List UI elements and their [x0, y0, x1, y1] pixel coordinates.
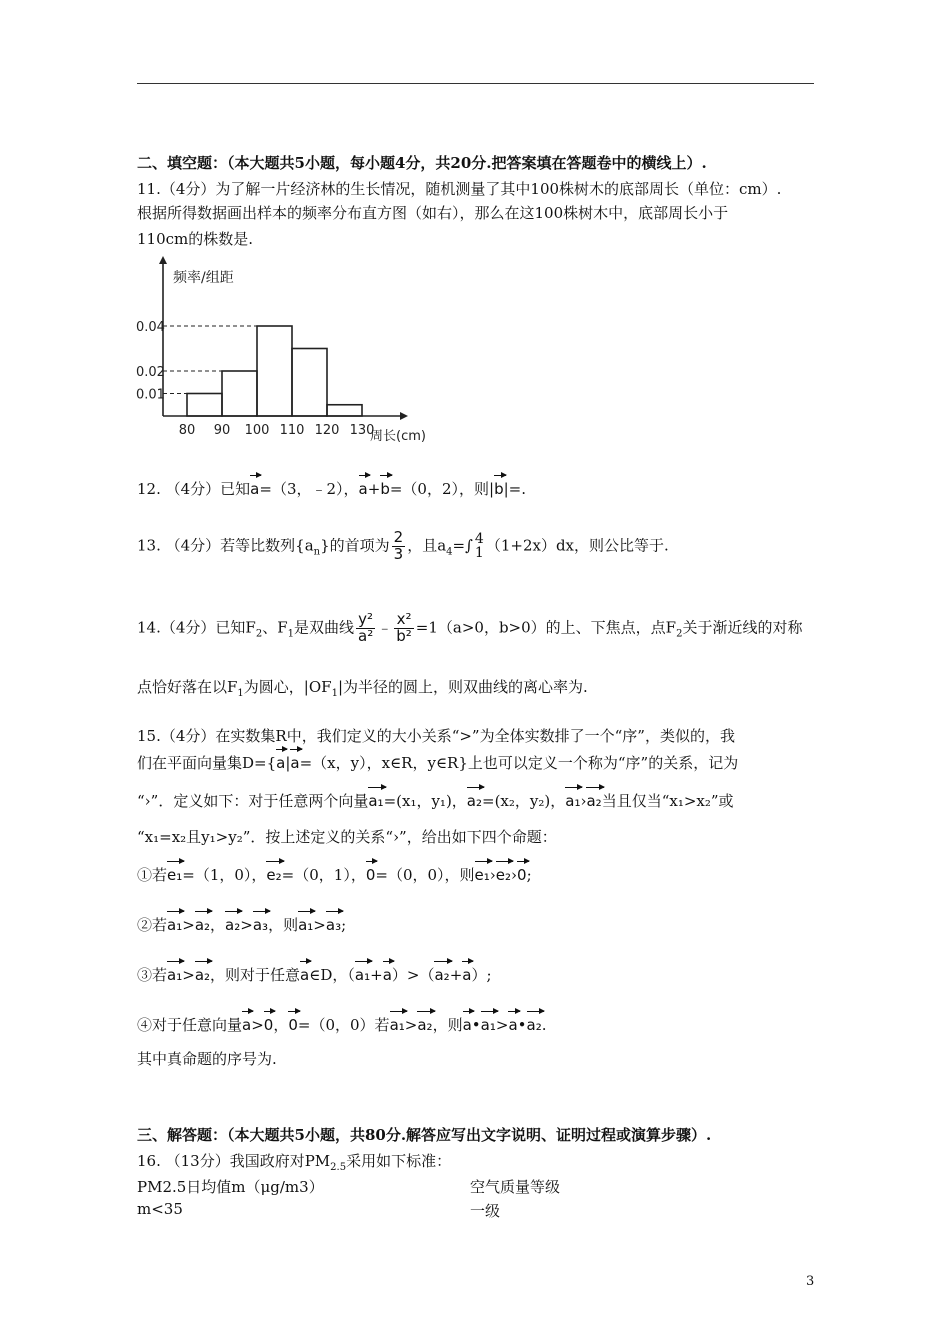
- text: 采用如下标准：: [346, 1152, 452, 1170]
- integral-upper: 4: [474, 531, 484, 548]
- text: >: [251, 1016, 264, 1034]
- histogram-bar-110-120: [292, 349, 327, 417]
- order-symbol: ›: [511, 866, 518, 884]
- zero-vector: 0: [365, 866, 376, 884]
- order-symbol: ›: [580, 792, 587, 810]
- text: ）;: [471, 966, 492, 984]
- table-header-quality-level: 空气质量等级: [470, 1178, 561, 1196]
- x-axis-arrow: [400, 412, 408, 420]
- text: >: [240, 916, 253, 934]
- q11-line-3: 110cm的株数是.: [137, 230, 254, 248]
- q13: [137, 530, 669, 563]
- text: ，则: [432, 1016, 463, 1034]
- vector-e1: e₁: [474, 866, 490, 884]
- q12-text-5: |=.: [503, 480, 526, 498]
- q14-text-5: 关于渐近线的对称: [682, 618, 803, 637]
- header-rule: [137, 83, 814, 84]
- text: +: [449, 966, 463, 984]
- q13-sub-n: n: [313, 546, 321, 558]
- text: >: [182, 916, 195, 934]
- vector-a: a: [358, 480, 368, 498]
- q12-text-1: 12. （4分）已知: [137, 480, 251, 498]
- text: =（0，1），: [281, 866, 366, 884]
- fraction-y2-a2: [356, 612, 375, 645]
- x-axis-label: 周长(cm): [370, 429, 426, 444]
- y-tick-label: 0.01: [136, 387, 165, 403]
- integral-limits: [475, 532, 484, 560]
- q11-line-2: 根据所得数据画出样本的频率分布直方图（如右），那么在这100株树木中，底部周长小于: [137, 204, 729, 222]
- text: 16. （13分）我国政府对PM: [137, 1152, 331, 1170]
- subscript: 2.5: [330, 1162, 347, 1173]
- y-axis-arrow: [159, 256, 167, 264]
- q12-text-4: =（0，2），则|: [389, 480, 495, 498]
- text: ∈D，（: [309, 966, 355, 984]
- vector-a: a: [242, 1016, 252, 1034]
- vector-e1: e₁: [167, 866, 183, 884]
- dot-operator: •: [517, 1016, 527, 1034]
- q14-line2-text-1: 点恰好落在以F: [137, 678, 238, 696]
- fraction-numerator: 2: [393, 528, 404, 546]
- vector-a1: a₁: [389, 1016, 405, 1034]
- dot-operator: •: [471, 1016, 481, 1034]
- text: >: [182, 966, 195, 984]
- fraction-denominator: 3: [393, 544, 404, 563]
- vector-a2: a₂: [417, 1016, 433, 1034]
- vector-b: b: [380, 480, 390, 498]
- q15-last-line: 其中真命题的序号为.: [137, 1050, 277, 1068]
- vector-a3: a₃: [325, 916, 342, 934]
- q13-fraction: [392, 530, 406, 563]
- vector-a1: a₁: [167, 966, 183, 984]
- x-tick-label: 120: [314, 423, 340, 438]
- q14-text-3: 是双曲线: [293, 618, 354, 637]
- vector-a2: a₂: [526, 1016, 542, 1034]
- q15-proposition-2: [137, 914, 346, 935]
- q13-text-1: 13. （4分）若等比数列{a: [137, 536, 314, 555]
- q13-text-2: }的首项为: [320, 536, 390, 555]
- text: ;: [526, 866, 532, 884]
- x-tick-label: 110: [279, 423, 305, 438]
- table-cell-pm25-range: m<35: [137, 1200, 183, 1218]
- y-tick-label: 0.04: [136, 320, 165, 335]
- sub-2: 2: [255, 628, 263, 640]
- text: ④对于任意向量: [137, 1016, 243, 1034]
- vector-a1: a₁: [167, 916, 183, 934]
- fraction-denominator: a²: [358, 626, 374, 645]
- text: =（0，0）若: [297, 1016, 390, 1034]
- order-symbol: ›: [489, 866, 496, 884]
- fraction-numerator: x²: [394, 612, 414, 629]
- q13-text-5: （1+2x）dx，则公比等于.: [485, 536, 669, 555]
- vector-a3: a₃: [252, 916, 269, 934]
- q15-text: =（x，y），x∈R，y∈R}上也可以定义一个称为“序”的关系，记为: [299, 754, 739, 772]
- q11-line-1: 11.（4分）为了解一片经济林的生长情况，随机测量了其中100株树木的底部周长（单位：cm）.: [137, 180, 782, 198]
- x-tick-label: 90: [213, 423, 231, 438]
- text: ③若: [137, 966, 168, 984]
- vector-e2: e₂: [495, 866, 512, 884]
- frequency-histogram: [130, 252, 430, 452]
- q14-line2-text-2: 为圆心，|OF: [243, 678, 332, 696]
- q15-text: =(x₂，y₂)，: [482, 792, 566, 810]
- text: ，则对于任意: [210, 966, 301, 984]
- vector-a1: a₁: [368, 792, 384, 810]
- q12-text-2: =（3，﹣2），: [259, 480, 359, 498]
- q15-line-1: 15.（4分）在实数集R中，我们定义的大小关系“>”为全体实数排了一个“序”，类似的，我: [137, 727, 735, 745]
- text: ②若: [137, 916, 168, 934]
- q15-proposition-4: [137, 1014, 547, 1035]
- zero-vector: 0: [517, 866, 527, 884]
- histogram-bar-100-110: [257, 326, 292, 416]
- x-tick-label: 100: [244, 423, 270, 438]
- q15-text: 们在平面向量集D={: [137, 754, 277, 772]
- q12-plus: +: [367, 480, 381, 498]
- vector-a2: a₂: [434, 966, 450, 984]
- vector-a: a: [276, 754, 286, 772]
- q15-line-4: “x₁=x₂且y₁>y₂”．按上述定义的关系“›”，给出如下四个命题：: [137, 828, 557, 846]
- q15-text: =(x₁，y₁)，: [383, 792, 467, 810]
- q13-text-3: ，且a: [407, 536, 447, 555]
- q15-proposition-1: [137, 864, 532, 885]
- histogram-bar-120-130: [327, 405, 362, 416]
- vector-a2: a₂: [586, 792, 602, 810]
- text: ，: [210, 916, 226, 934]
- minus-sign: ﹣: [377, 618, 393, 637]
- q15-line-2: [137, 752, 738, 773]
- sub-1: 1: [331, 688, 338, 699]
- x-tick-label: 130: [349, 423, 375, 438]
- vector-a: a: [250, 480, 260, 498]
- text: ，: [273, 1016, 289, 1034]
- sub-1: 1: [237, 688, 244, 699]
- table-cell-quality-level: 一级: [470, 1202, 501, 1220]
- vector-a1: a₁: [480, 1016, 496, 1034]
- vector-a: a: [290, 754, 300, 772]
- vector-a1: a₁: [298, 916, 314, 934]
- vector-a2: a₂: [225, 916, 241, 934]
- q16-line-1: [137, 1150, 451, 1173]
- vector-a: a: [300, 966, 310, 984]
- text: +: [370, 966, 383, 984]
- q14-text-4: =1（a>0，b>0）的上、下焦点，点F: [415, 618, 677, 637]
- vector-a2: a₂: [466, 792, 483, 810]
- q13-sub-4: 4: [446, 546, 453, 558]
- q12: [137, 478, 526, 499]
- histogram-bar-80-90: [187, 394, 222, 417]
- vector-a: a: [508, 1016, 518, 1034]
- text: >: [404, 1016, 418, 1034]
- q14-line-1: [137, 612, 802, 645]
- q15-text: |: [285, 754, 291, 772]
- text: =（1，0），: [182, 866, 267, 884]
- q15-line-3: [137, 790, 734, 811]
- fraction-denominator: b²: [396, 626, 412, 645]
- text: =（0，0），则: [375, 866, 475, 884]
- histogram-bar-90-100: [222, 371, 257, 416]
- zero-vector: 0: [288, 1016, 298, 1034]
- vector-e2: e₂: [266, 866, 282, 884]
- q14-line-2: [137, 676, 588, 699]
- vector-a1: a₁: [354, 966, 371, 984]
- vector-a2: a₂: [194, 966, 211, 984]
- sub-1: 1: [287, 628, 294, 640]
- section-3-heading: 三、解答题：（本大题共5小题，共80分.解答应写出文字说明、证明过程或演算步骤）.: [137, 1126, 712, 1144]
- vector-b: b: [494, 480, 504, 498]
- text: >: [495, 1016, 509, 1034]
- q13-text-4: =∫: [452, 536, 473, 555]
- y-axis-label: 频率/组距: [173, 270, 234, 286]
- vector-a: a: [382, 966, 392, 984]
- y-tick-label: 0.02: [136, 365, 165, 380]
- vector-a2: a₂: [194, 916, 211, 934]
- text: ，则: [268, 916, 299, 934]
- fraction-x2-b2: [394, 612, 414, 645]
- section-2-heading: 二、填空题：（本大题共5小题，每小题4分，共20分.把答案填在答题卷中的横线上）.: [137, 154, 707, 172]
- integral-lower: 1: [474, 545, 484, 562]
- text: .: [541, 1016, 547, 1034]
- text: ）>（: [391, 966, 435, 984]
- text: ;: [341, 916, 347, 934]
- page-number: 3: [806, 1274, 815, 1289]
- q15-proposition-3: [137, 964, 492, 985]
- q14-text-2: 、F: [262, 618, 288, 637]
- table-header-pm25: PM2.5日均值m（μg/m3）: [137, 1178, 324, 1196]
- q15-text: “›”．定义如下：对于任意两个向量: [137, 792, 369, 810]
- sub-2: 2: [676, 628, 683, 640]
- q14-text-1: 14.（4分）已知F: [137, 618, 256, 637]
- fraction-numerator: y²: [356, 612, 375, 629]
- text: >: [313, 916, 326, 934]
- zero-vector: 0: [263, 1016, 274, 1034]
- x-tick-label: 80: [178, 423, 196, 438]
- vector-a1: a₁: [565, 792, 581, 810]
- vector-a: a: [462, 1016, 472, 1034]
- text: ①若: [137, 866, 168, 884]
- q15-text: 当且仅当“x₁>x₂”或: [601, 792, 734, 810]
- vector-a: a: [462, 966, 472, 984]
- q14-line2-text-3: |为半径的圆上，则双曲线的离心率为.: [337, 678, 588, 696]
